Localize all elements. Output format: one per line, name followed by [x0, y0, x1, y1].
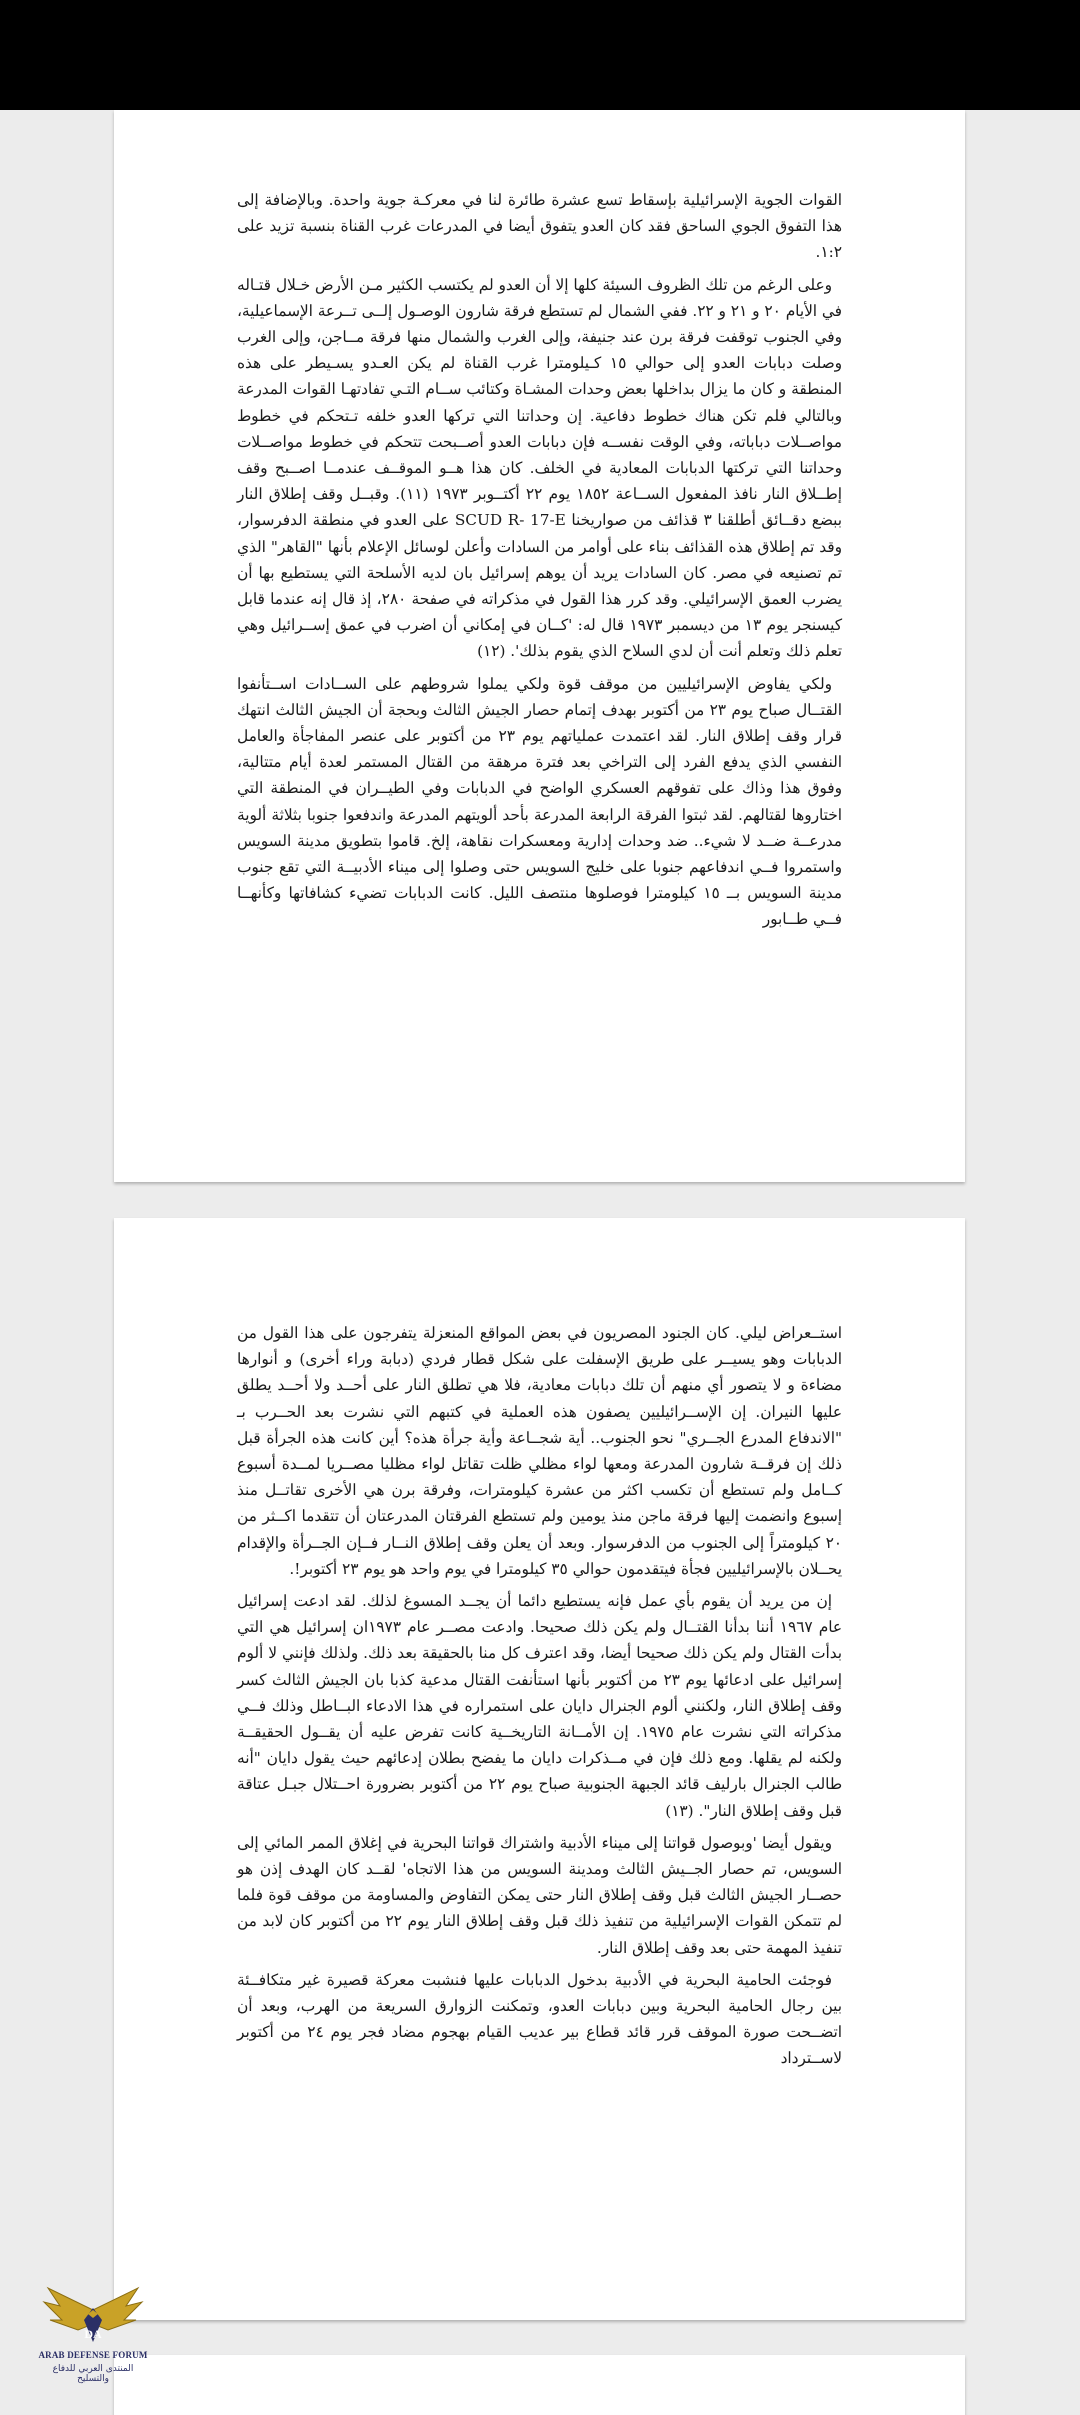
- logo-title: ARAB DEFENSE FORUM: [38, 2350, 148, 2360]
- paragraph: وعلى الرغم من تلك الظروف السيئة كلها إلا أن العدو لم يكتسب الكثير مـن الأرض خـلال قتـاله في الأيام ٢٠ و ٢١ و ٢٢. ففي الشمال لم تستطع فرقة شارون الوصـول إلــى تــرعة الإسماعيلية، وفي الجنوب توقفت فرقة برن عند جنيفة، وإلى الغرب والشمال منها فرقة مــاجن، وإلى الغرب وصلت دبابات العدو إلى حوالي ١٥ كـيلومترا غرب القناة لم يكن العـدو يسـيطر على هذه المنطقة و كان ما يزال بداخلها بعض وحدات المشـاة وكتائب ســام التـي تفادتهـا القوات المدرعة وبالتالي فلم تكن هناك خطوط دفاعية. إن وحداتنا التي تركها العدو خلفه تـتحكم في خطوط مواصــلات دباباته، وفي الوقت نفســه فإن دبابات العدو أصــبحت تتحكم في خطوط مواصــلات وحداتنا التي تركتها الدبابات المعادية في الخلف. كان هذا هــو الموقــف عندمــا اصــبح وقف إطــلاق النار نافذ المفعول الســاعة ١٨٥٢ يوم ٢٢ أكتــوبر ١٩٧٣ (١١). وقبــل وقف إطلاق النار ببضع دقــائق أطلقنا ٣ قذائف من صواريخنا SCUD R- 17-E على العدو في منطقة الدفرسوار، وقد تم إطلاق هذه القذائف بناء على أوامر من السادات وأعلن لوسائل الإعلام بأنها "القاهر" الذي تم تصنيعه في مصر. كان السادات يريد أن يوهم إسرائيل بان لديه الأسلحة التي يستطيع بها أن يضرب العمق الإسرائيلي. وقد كرر هذا القول في مذكراته في صفحة ٢٨٠، إذ قال إنه عندما قابل كيسنجر يوم ١٣ من ديسمبر ١٩٧٣ قال له: 'كــان في إمكاني أن اضرب في عمق إســرائيل وهي تعلم ذلك وتعلم أنت أن لدي السلاح الذي يقوم بذلك'. (١٢): [237, 275, 842, 661]
- paragraph: استــعراض ليلي. كان الجنود المصريون في بعض المواقع المنعزلة يتفرجون على هذا القول من الدبابات وهو يسيــر على طريق الإسفلت على شكل قطار فردي (دبابة وراء أخرى) و أنوارها مضاءة و لا يتصور أي منهم أن تلك دبابات معادية، فلا هي تطلق النار على أحــد ولا أحــد يطلق عليها النيران. إن الإســرائيليين يصفون هذه العملية في كتبهم التي نشرت بعد الحــرب بـ "الاندفاع المدرع الجــري" نحو الجنوب.. أية شجــاعة وأية جرأة هذه؟ أين كانت هذه الجرأة قبل ذلك إن فرقــة شارون المدرعة ومعها لواء مظلي ظلت تقاتل لواء مظليا مصــريا لمــدة أسبوع كــامل ولم تستطع أن تكسب اكثر من عشرة كيلومترات، وفرقة برن هي الأخرى تقاتــل منذ إسبوع وانضمت إليها فرقة ماجن منذ يومين ولم تستطع الفرقتان المدرعتان أن تتقدما اكــثر من ٢٠ كيلومتراً إلى الجنوب من الدفرسوار. وبعد أن يعلن وقف إطلاق النــار فــإن الجــرأة والإقدام يحــلان بالإسرائيليين فجأة فيتقدمون حوالي ٣٥ كيلومترا في يوم واحد هو يوم ٢٣ أكتوبر!.: [237, 1324, 842, 1578]
- paragraph: القوات الجوية الإسرائيلية بإسقاط تسع عشرة طائرة لنا في معركـة جوية واحدة. وبالإضافة إلى هذا التفوق الجوي الساحق فقد كان العدو يتفوق أيضا في المدرعات غرب القناة بنسبة تزيد على ١:٢.: [237, 191, 842, 262]
- arab-defense-forum-logo: [38, 2280, 148, 2400]
- top-status-bar: [0, 0, 1080, 110]
- paragraph: ويقول أيضا 'وبوصول قواتنا إلى ميناء الأدبية واشتراك قواتنا البحرية في إغلاق الممر المائي إلى السويس، تم حصار الجــيش الثالث ومدينة السويس من هذا الاتجاه' لقــد كان الهدف إذن هو حصــار الجيش الثالث قبل وقف إطلاق النار حتى يمكن التفاوض والمساومة من موقف قوة فلما لم تتمكن القوات الإسرائيلية من تنفيذ ذلك قبل وقف إطلاق النار يوم ٢٢ من أكتوبر كان لابد من تنفيذ المهمة حتى بعد وقف إطلاق النار.: [237, 1833, 842, 1957]
- document-page-2: [114, 1218, 965, 2320]
- paragraph: فوجئت الحامية البحرية في الأدبية بدخول الدبابات عليها فنشبت معركة قصيرة غير متكافــئة بين رجال الحامية البحرية وبين دبابات العدو، وتمكنت الزوارق السريعة من الهرب، وبعد أن اتضــحت صورة الموقف قرر قائد قطاع بير عديب القيام بهجوم مضاد فجر يوم ٢٤ من أكتوبر لاســترداد: [237, 1970, 842, 2068]
- paragraph: ولكي يفاوض الإسرائيليين من موقف قوة ولكي يملوا شروطهم على الســادات اســتأنفوا القتــال صباح يوم ٢٣ من أكتوبر بهدف إتمام حصار الجيش الثالث وبحجة أن الجيش الثالث انتهك قرار وقف إطلاق النار. لقد اعتمدت عملياتهم يوم ٢٣ من أكتوبر على عنصر المفاجأة والعامل النفسي الذي يدفع الفرد إلى التراخي بعد فترة مرهقة من القتال المستمر لعدة أيام متتالية، وفوق هذا وذاك على تفوقهم العسكري الواضح في الدبابات وفي الطيــران في المنطقة التي اختاروها لقتالهم. لقد ثبتوا الفرقة الرابعة المدرعة بأحد ألويتهم المدرعة واندفعوا جنوبا بثلاثة ألوية مدرعــة ضــد لا شيء.. ضد وحدات إدارية ومعسكرات نقاهة، إلخ. قاموا بتطويق مدينة السويس واستمروا فــي اندفاعهم جنوبا على خليج السويس حتى وصلوا إلى ميناء الأدبيــة التي تقع جنوب مدينة السويس بــ ١٥ كيلومترا فوصلوها منتصف الليل. كانت الدبابات تضيء كشافاتها وكأنهــا فــي طــابور: [237, 674, 842, 929]
- page-2-text: [237, 1320, 842, 2078]
- document-page-3-edge: [114, 2355, 965, 2415]
- document-page-1: [114, 110, 965, 1182]
- page-1-text: [237, 187, 842, 939]
- logo-initials: DA: [84, 2327, 102, 2341]
- paragraph: إن من يريد أن يقوم بأي عمل فإنه يستطيع دائما أن يجــد المسوغ لذلك. لقد ادعت إسرائيل عام ١٩٦٧ أننا بدأنا القتــال ولم يكن ذلك صحيحا. وادعت مصــر عام ١٩٧٣ان إسرائيل هي التي بدأت القتال ولم يكن ذلك صحيحا أيضا، وقد اعترف كل منا بالحقيقة بعد ذلك. ولذلك فإنني لا ألوم إسرائيل على ادعائها يوم ٢٣ من أكتوبر بأنها استأنفت القتال مدعية كذبا بان الجيش الثالث كسر وقف إطلاق النار، ولكنني ألوم الجنرال دايان على استمراره في هذا الادعاء البــاطل وذلك فــي مذكراته التي نشرت عام ١٩٧٥. إن الأمــانة التاريخــية كانت تفرض عليه أن يقــول الحقيقــة ولكنه لم يقلها. ومع ذلك فإن في مــذكرات دايان ما يفضح بطلان إدعائهم حيث يقول دايان "أنه طالب الجنرال بارليف قائد الجبهة الجنوبية صباح يوم ٢٢ من أكتوبر بضرورة احــتلال جبـل عتاقة قبل وقف إطلاق النار". (١٣): [237, 1592, 842, 1820]
- logo-subtitle: المنتدى العربي للدفاع والتسليح: [52, 2364, 134, 2384]
- eagle-emblem-icon: [38, 2280, 148, 2352]
